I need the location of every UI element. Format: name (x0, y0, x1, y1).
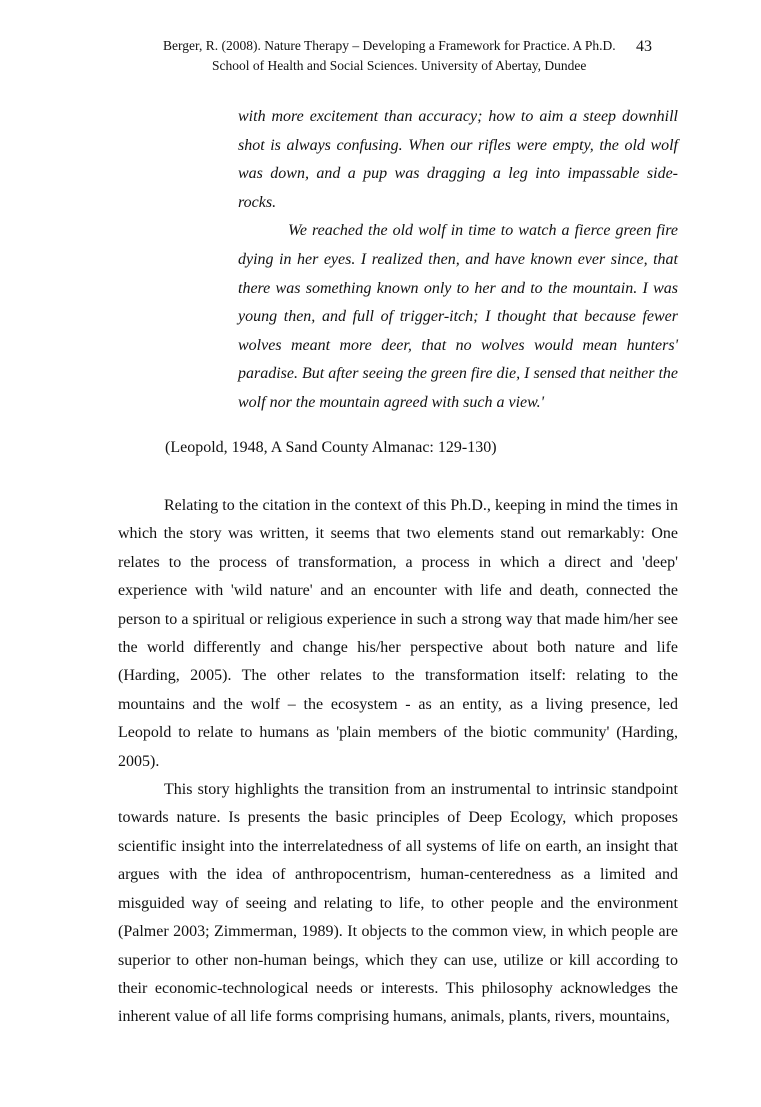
body-paragraph-2: This story highlights the transition from an instrumental to intrinsic standpoint towards nature. Is presents the basic principles of Deep Ecology, which proposes scientific insight into the interrelatedness of all systems of life on earth, an insight that argues with the idea of anthropocentrism, human-centeredness as a limited and misguided way of seeing and relating to life, to other people and the environment (Palmer 2003; Zimmerman, 1989). It objects to the common view, in which people are superior to other non-human beings, which they can use, utilize or kill according to their economic-technological needs or interests. This philosophy acknowledges the inherent value of all life forms comprising humans, animals, plants, rivers, mountains, (118, 781, 678, 1026)
body-text (118, 492, 678, 1032)
block-quote (238, 103, 678, 418)
quote-paragraph-1: with more excitement than accuracy; how to aim a steep downhill shot is always confusing. When our rifles were empty, the old wolf was down, and a pup was dragging a leg into impassable side-rocks. (238, 108, 678, 211)
quote-paragraph-2: We reached the old wolf in time to watch a fierce green fire dying in her eyes. I realized then, and have known ever since, that there was something known only to her and to the mountain. I was young then, and full of trigger-itch; I thought that because fewer wolves meant more deer, that no wolves would mean hunters' paradise. But after seeing the green fire die, I sensed that neither the wolf nor the mountain agreed with such a view.' (238, 222, 678, 411)
quote-citation: (Leopold, 1948, A Sand County Almanac: 129-130) (165, 439, 497, 456)
header-citation-line: Berger, R. (2008). Nature Therapy – Developing a Framework for Practice. A Ph.D. (163, 38, 616, 53)
body-paragraph-1: Relating to the citation in the context of this Ph.D., keeping in mind the times in which the story was written, it seems that two elements stand out remarkably: One relates to the process of transformation, a process in which a direct and 'deep' experience with 'wild nature' and an encounter with life and death, connected the person to a spiritual or religious experience in such a strong way that made him/her see the world differently and change his/her perspective about both nature and life (Harding, 2005). The other relates to the transformation itself: relating to the mountains and the wolf – the ecosystem - as an entity, as a living presence, led Leopold to relate to humans as 'plain members of the biotic community' (Harding, 2005). (118, 497, 678, 770)
header-institution-line: School of Health and Social Sciences. University of Abertay, Dundee (212, 58, 587, 73)
page-number: 43 (636, 38, 652, 55)
